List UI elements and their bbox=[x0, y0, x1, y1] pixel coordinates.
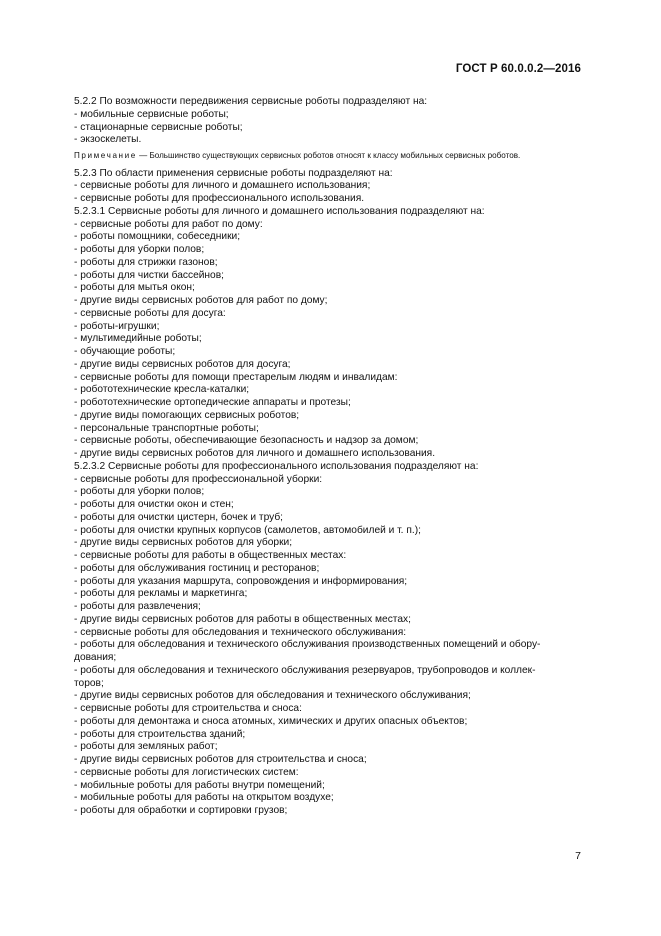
list-item: - мультимедийные роботы; bbox=[74, 333, 202, 345]
list-item: - другие виды сервисных роботов для личного и домашнего использования. bbox=[74, 448, 436, 459]
list-item: - другие виды сервисных роботов для строительства и сноса; bbox=[74, 754, 367, 765]
list-item: - другие виды сервисных роботов для досуга; bbox=[74, 358, 291, 370]
list-item: - другие виды сервисных роботов для обследования и технического обслуживания; bbox=[74, 690, 471, 702]
list-item: - роботы для обработки и сортировки грузов; bbox=[74, 805, 288, 816]
list-item: - роботы для чистки бассейнов; bbox=[74, 269, 224, 281]
list-item: - роботы для строительства зданий; bbox=[74, 728, 246, 740]
list-item: - роботы для очистки крупных корпусов (самолетов, автомобилей и т. п.); bbox=[74, 524, 421, 536]
list-item: - сервисные роботы для досуга: bbox=[74, 307, 226, 319]
document-header: ГОСТ Р 60.0.0.2—2016 bbox=[455, 63, 581, 75]
list-item: - роботы-игрушки; bbox=[74, 320, 160, 332]
list-item: - сервисные роботы для помощи престарелым людям и инвалидам: bbox=[74, 371, 398, 383]
list-item: дования; bbox=[74, 652, 117, 663]
list-item: - экзоскелеты. bbox=[74, 134, 142, 146]
paragraph-line: 5.2.2 По возможности передвижения сервисные роботы подразделяют на: bbox=[74, 96, 428, 107]
list-item: - другие виды сервисных роботов для работ по дому; bbox=[74, 295, 328, 306]
list-item: - роботы для очистки цистерн, бочек и труб; bbox=[74, 511, 284, 523]
list-item: - другие виды сервисных роботов для уборки; bbox=[74, 537, 293, 549]
list-item: - другие виды сервисных роботов для работы в общественных местах; bbox=[74, 613, 411, 625]
list-item: - сервисные роботы для работ по дому: bbox=[74, 218, 263, 230]
list-item: - роботы для мытья окон; bbox=[74, 282, 195, 294]
list-item: - роботы для демонтажа и сноса атомных, химических и других опасных объектов; bbox=[74, 715, 468, 727]
list-item: - сервисные роботы для логистических систем: bbox=[74, 766, 299, 778]
list-item: - роботы для рекламы и маркетинга; bbox=[74, 588, 248, 600]
list-item: - роботы для указания маршрута, сопровождения и информирования; bbox=[74, 575, 408, 587]
list-item: - сервисные роботы для профессиональной уборки: bbox=[74, 473, 323, 485]
note-text: — Большинство существующих сервисных роботов относят к классу мобильных сервисных роботов. bbox=[136, 151, 521, 160]
list-item: - сервисные роботы для работы в общественных местах: bbox=[74, 550, 347, 561]
list-item: - роботы для обследования и технического обслуживания производственных помещений и обору- bbox=[74, 639, 541, 651]
classification-list bbox=[74, 168, 585, 818]
list-item: - другие виды помогающих сервисных роботов; bbox=[74, 409, 300, 421]
list-item: - сервисные роботы для строительства и сноса: bbox=[74, 703, 302, 714]
list-item: 5.2.3 По области применения сервисные роботы подразделяют на: bbox=[74, 167, 393, 179]
note-label: Примечание bbox=[74, 151, 137, 160]
list-item: - сервисные роботы для профессионального использования. bbox=[74, 193, 365, 204]
page-number: 7 bbox=[575, 850, 581, 862]
list-item: - сервисные роботы для обследования и технического обслуживания: bbox=[74, 626, 407, 638]
list-item: - персональные транспортные роботы; bbox=[74, 422, 259, 434]
list-item: - сервисные роботы для личного и домашнего использования; bbox=[74, 180, 371, 192]
list-item: торов; bbox=[74, 677, 104, 689]
list-item: - роботы для очистки окон и стен; bbox=[74, 499, 234, 510]
list-item: - роботы для уборки полов; bbox=[74, 244, 205, 255]
list-item: - обучающие роботы; bbox=[74, 346, 176, 357]
list-item: 5.2.3.2 Сервисные роботы для профессионального использования подразделяют на: bbox=[74, 460, 479, 472]
list-item: - сервисные роботы, обеспечивающие безопасность и надзор за домом; bbox=[74, 435, 419, 447]
list-item: - стационарные сервисные роботы; bbox=[74, 121, 243, 133]
list-item: - мобильные сервисные роботы; bbox=[74, 108, 229, 120]
list-item: - робототехнические кресла-каталки; bbox=[74, 384, 250, 396]
list-item: - роботы для развлечения; bbox=[74, 601, 201, 612]
note bbox=[74, 151, 585, 162]
list-item: - роботы помощники, собеседники; bbox=[74, 231, 241, 243]
list-item: - мобильные роботы для работы внутри помещений; bbox=[74, 779, 325, 791]
list-item: - мобильные роботы для работы на открытом воздухе; bbox=[74, 792, 334, 804]
list-item: - роботы для обследования и технического обслуживания резервуаров, трубопроводов и коллек- bbox=[74, 664, 536, 676]
list-item: - роботы для обслуживания гостиниц и ресторанов; bbox=[74, 562, 320, 574]
list-item: - роботы для земляных работ; bbox=[74, 741, 218, 753]
list-item: - роботы для уборки полов; bbox=[74, 486, 205, 498]
list-item: - робототехнические ортопедические аппараты и протезы; bbox=[74, 397, 351, 408]
list-item: - роботы для стрижки газонов; bbox=[74, 256, 218, 268]
list-item: 5.2.3.1 Сервисные роботы для личного и домашнего использования подразделяют на: bbox=[74, 205, 485, 217]
document-body bbox=[74, 96, 585, 818]
